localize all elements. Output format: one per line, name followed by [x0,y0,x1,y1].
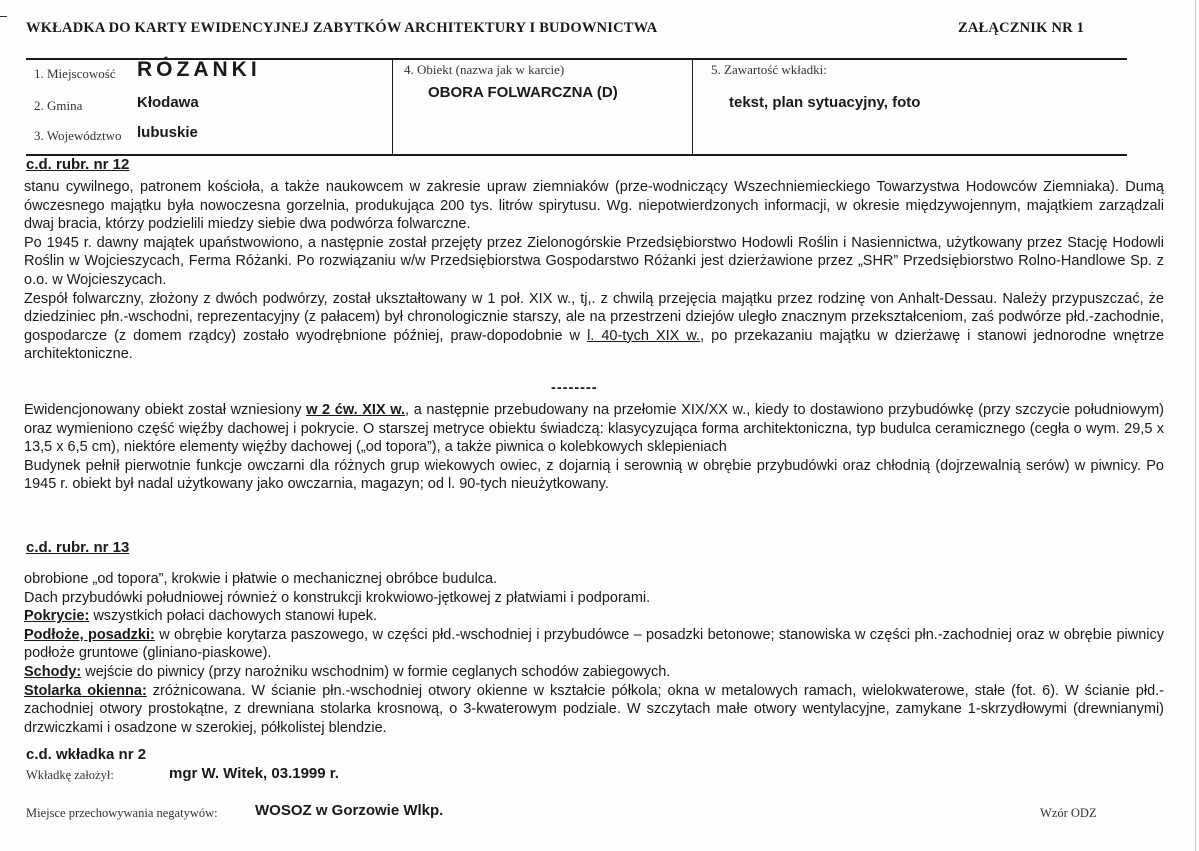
windows-entry [24,682,1164,738]
roofing-label: Pokrycie: [24,608,90,625]
author-value: mgr W. Witek, 03.1999 r. [169,765,339,782]
locality-label: 1. Miejscowość [34,66,116,81]
object-value: OBORA FOLWARCZNA (D) [428,84,618,101]
section-12-paragraph-3-end: , po przekazaniu majątku w dzierżawę i stanowi jednorodne wnętrze architektoniczne. [24,327,1165,363]
section-12-paragraph-4 [24,401,1164,457]
document-title: WKŁADKA DO KARTY EWIDENCYJNEJ ZABYTKÓW ARCHITEKTURY I BUDOWNICTWA [26,20,658,36]
separator: -------- [551,380,598,396]
locality-value: RÓŻANKI [137,58,261,81]
corner-mark [0,16,7,17]
date-emphasis: l. 40-tych XIX w. [587,327,701,344]
construction-date: w 2 ćw. XIX w. [306,402,406,418]
header-bottom-rule [26,154,1127,156]
field-divider-1 [392,58,393,156]
roofing-entry [24,607,1164,626]
flooring-text: w obrębie korytarza paszowego, w części płd.-wschodniej i przybudówce – posadzki betonowe; stanowiska w części płn.-zachodniej oraz w obrębie piwnicy podłoże gruntowe (gliniano-piaskowe). [24,626,1164,662]
flooring-entry [24,626,1164,663]
negatives-value: WOSOZ w Gorzowie Wlkp. [255,802,444,819]
insert-heading: c.d. wkładka nr 2 [26,746,147,763]
windows-label: Stolarka okienna: [24,682,147,699]
negatives-label: Miejsce przechowywania negatywów: [26,806,218,820]
section-12-paragraph-5: Budynek pełnił pierwotnie funkcje owczarni dla różnych grup wiekowych owiec, z dojarnią i serownią w obrębie przybudówki oraz chłodnią (dojrzewalnią serów) w piwnicy. Po 1945 r. obiekt był nadal użytkowany jako owczarnia, magazyn; od l. 90-tych nieużytkowany. [24,457,1164,493]
windows-text: zróżnicowana. W ścianie płn.-wschodniej otwory okienne w kształcie półkola; okna w metalowych ramach, wielokwaterowe, stałe (fot. 6). W ścianie płd.-zachodniej otwory prostokątne, z drewniana stolarka krosnową, o 3-kwaterowym podziale. W szczytach małe otwory wentylacyjne, zamykane 1-skrzydłowymi (drewnianymi) drzwiczkami i osadzone w szerokiej, półkolistej blendzie. [24,682,1164,736]
section-13-line-1: obrobione „od topora”, krokwie i płatwie o mechanicznej obróbce budulca. [24,571,498,587]
page-edge [1195,0,1196,851]
annex-number: ZAŁĄCZNIK NR 1 [958,20,1085,36]
contents-label: 5. Zawartość wkładki: [711,62,827,77]
voivodeship-value: lubuskie [137,124,198,141]
section-12-paragraph-1: stanu cywilnego, patronem kościoła, a także naukowcem w zakresie upraw ziemniaków (prze-wodniczący Wszechniemieckiego Towarzystwa Hodowców Ziemniaka). Dumą ówczesnego majątku była nowoczesna gorzelnia, produkująca 200 tys. litrów spirytusu. Wg. niepotwierdzonych informacji, w okresie międzywojennym, majątkiem zarządzali dwaj bracia, którzy podzielili miedzy siebie dwa podwórza folwarczne. [24,179,1164,233]
section-13-heading: c.d. rubr. nr 13 [26,539,130,556]
commune-value: Kłodawa [137,94,199,111]
section-13-line-2: Dach przybudówki południowej również o konstrukcji krokwiowo-jętkowej z płatwiami i podporami. [24,589,651,606]
contents-value: tekst, plan sytuacyjny, foto [729,94,921,111]
form-model: Wzór ODZ [1040,806,1097,820]
section-12-text-a [24,178,1164,364]
stairs-label: Schody: [24,663,82,680]
field-divider-2 [692,58,693,156]
section-12-paragraph-2: Po 1945 r. dawny majątek upaństwowiono, a następnie został przejęty przez Zielonogórskie Przedsiębiorstwo Hodowli Roślin i Nasiennictwa, użytkowany przez Stację Hodowli Roślin w Wojcieszycach, Ferma Różanki. Po rozwiązaniu w/w Przedsiębiorstwa Gospodarstwo Różanki jest dzierżawione przez „SHR” Przedsiębiorstwo Rolno-Handlowe Sp. z o.o. w Wojcieszycach. [24,234,1164,288]
section-12-paragraph-4-text: Ewidencjonowany obiekt został wzniesiony [24,402,307,418]
stairs-entry [24,663,1164,682]
object-label: 4. Obiekt (nazwa jak w karcie) [404,62,565,77]
section-12-paragraph-3-text: Zespół folwarczny, złożony z dwóch podwórzy, został ukształtowany w 1 poł. XIX w., tj,. z chwilą przejęcia majątku przez rodzinę von Anhalt-Dessau. Należy przypuszczać, że dziedziniec płn.-wschodni, reprezentacyjny (z pałacem) był chronologicznie starszy, ale na przestrzeni dziejów uległo znacznym przekształceniom, zaś podwórze płd.-zachodnie, gospodarcze (z domem rządcy) zostało wyodrębnione później, praw-dopodobnie w [24,290,1164,344]
author-label: Wkładkę założył: [26,768,114,782]
stairs-text: wejście do piwnicy (przy narożniku wschodnim) w formie ceglanych schodów zabiegowych. [81,663,671,680]
section-13-text [24,570,1164,737]
section-12-paragraph-4-end: , a następnie przebudowany na przełomie XIX/XX w., kiedy to dostawiono przybudówkę (przy szczycie południowym) oraz wymieniono część więźby dachowej i pokrycie. O starszej metryce obiektu świadczą: klasycyzująca forma architektoniczna, typ budulca ceramicznego (cegła o wym. 29,5 x 13,5 x 6,5 cm), niektóre elementy więźby dachowej („od topora”), a także piwnica o kolebkowych sklepieniach [24,402,1164,456]
voivodeship-label: 3. Województwo [34,128,122,143]
section-12-text-b [24,401,1164,494]
flooring-label: Podłoże, posadzki: [24,626,155,643]
commune-label: 2. Gmina [34,98,83,113]
section-12-heading: c.d. rubr. nr 12 [26,156,130,173]
section-12-paragraph-3 [24,290,1164,364]
roofing-text: wszystkich połaci dachowych stanowi łupek. [89,608,378,625]
